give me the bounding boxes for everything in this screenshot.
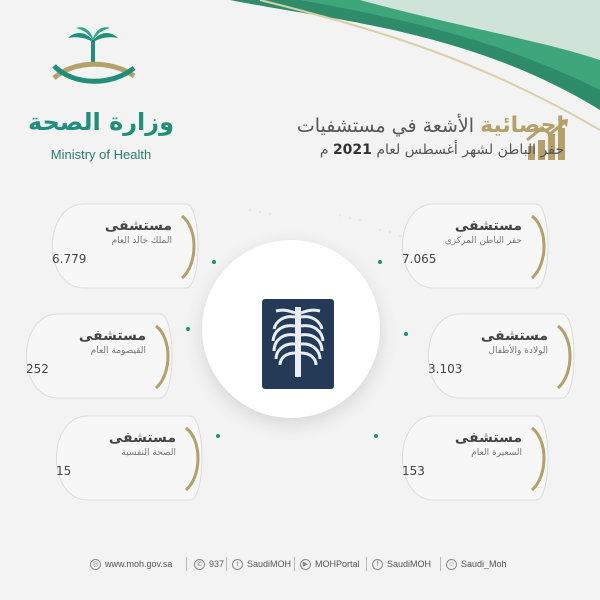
divider <box>366 557 367 571</box>
card-title: مستشفى <box>454 430 522 446</box>
hospital-value: 153 <box>402 464 425 478</box>
divider <box>294 557 295 571</box>
title-block <box>244 113 564 158</box>
connector-dot <box>374 434 378 438</box>
logo-english-text: Ministry of Health <box>50 147 152 162</box>
page-subtitle <box>244 142 564 158</box>
footer <box>0 556 600 576</box>
subtitle-suffix: م <box>319 142 329 158</box>
hospital-name: حفر الباطن المركزي <box>444 236 522 246</box>
hospital-value: 252 <box>26 362 49 376</box>
hospital-value: 7.065 <box>402 252 437 266</box>
connector-dot <box>186 327 190 331</box>
divider <box>186 557 187 571</box>
hospital-value: 6.779 <box>52 252 87 266</box>
card-title: مستشفى <box>108 430 176 446</box>
footer-facebook[interactable]: f SaudiMOH <box>372 559 431 570</box>
moh-logo-icon <box>44 26 144 96</box>
hospital-value: 15 <box>56 464 72 478</box>
connector-dot <box>378 260 382 264</box>
subtitle-year: 2021 <box>332 142 372 158</box>
footer-snapchat[interactable]: ☺ Saudi_Moh <box>447 559 507 569</box>
footer-website[interactable]: ◎ www.moh.gov.sa <box>90 559 172 570</box>
footer-youtube[interactable]: ▶ MOHPortal <box>300 559 360 570</box>
footer-twitter[interactable]: t SaudiMOH <box>232 559 291 570</box>
logo-arabic-text: وزارة الصحة <box>27 108 175 136</box>
divider <box>440 557 441 571</box>
divider <box>226 557 227 571</box>
connector-dot <box>212 260 216 264</box>
hospital-card-maternity-children <box>412 308 584 404</box>
snapchat-icon: ☺ <box>447 561 456 569</box>
twitter-icon: t <box>232 559 243 570</box>
hospital-name: السعيرة العام <box>471 448 522 458</box>
moh-logo <box>26 26 175 162</box>
globe-icon: ◎ <box>90 559 101 570</box>
hospital-card-hafr-central <box>386 198 558 294</box>
title-highlight: احصائية <box>480 113 564 138</box>
title-rest: الأشعة في مستشفيات <box>296 115 475 137</box>
card-title: مستشفى <box>78 328 146 344</box>
hospital-name: الولادة والأطفال <box>488 346 548 356</box>
hospital-name: الملك خالد العام <box>111 236 172 246</box>
hospital-card-king-khalid <box>36 198 208 294</box>
hospital-name: القيصومة العام <box>90 346 146 356</box>
hospital-card-sayira <box>386 410 558 506</box>
hospital-card-qaisumah <box>10 308 182 404</box>
facebook-icon: f <box>372 559 383 570</box>
hospital-card-mental-health <box>40 410 212 506</box>
card-title: مستشفى <box>454 218 522 234</box>
page-title <box>244 113 564 138</box>
youtube-icon: ▶ <box>300 559 311 570</box>
connector-dot <box>216 434 220 438</box>
hospital-value: 3.103 <box>428 362 463 376</box>
hospital-name: الصحة النفسية <box>121 448 176 458</box>
connector-dot <box>404 332 408 336</box>
card-title: مستشفى <box>480 328 548 344</box>
footer-phone[interactable]: ✆ 937 <box>194 559 224 570</box>
phone-icon: ✆ <box>194 559 205 570</box>
subtitle-text: حفر الباطن لشهر أغسطس لعام <box>376 142 564 158</box>
card-title: مستشفى <box>104 218 172 234</box>
xray-chest-icon <box>262 299 334 389</box>
